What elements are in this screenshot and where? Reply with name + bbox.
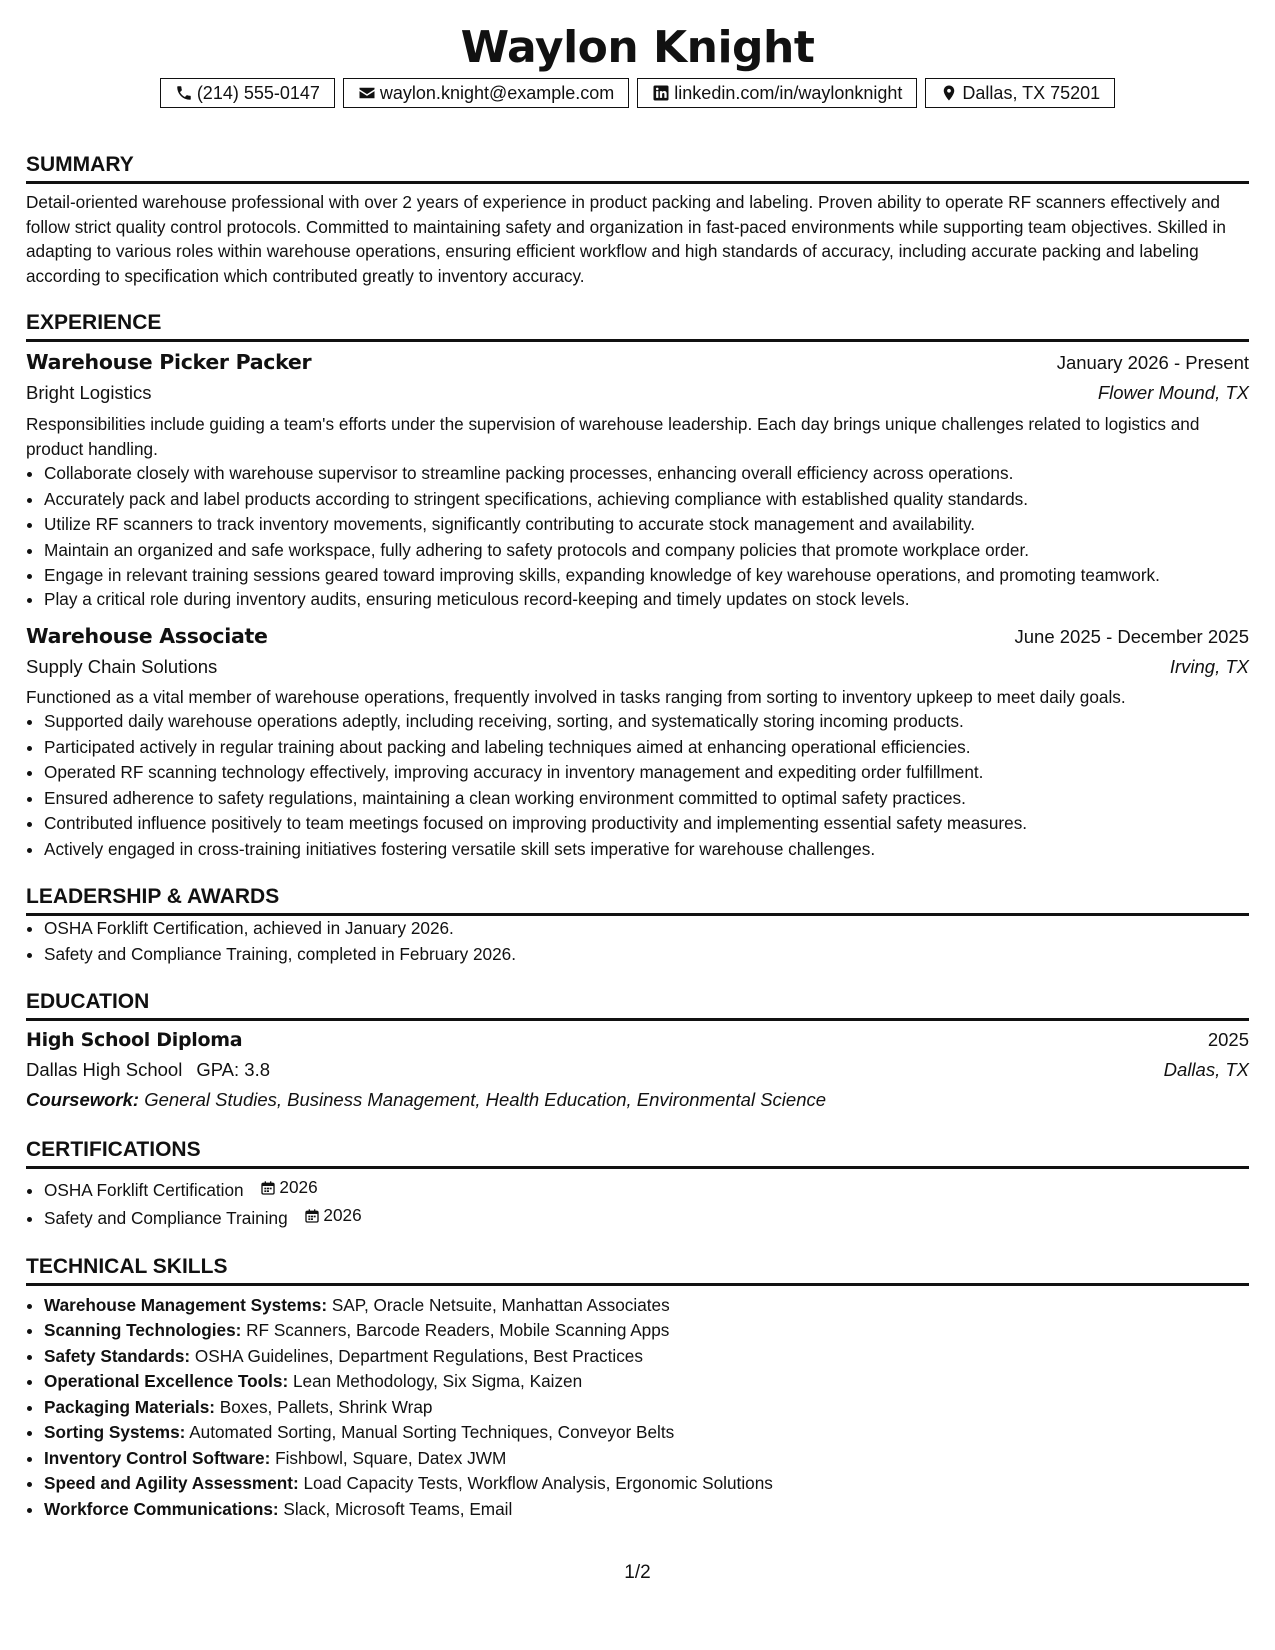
skill-label: Workforce Communications: (44, 1498, 279, 1519)
cert-name: OSHA Forklift Certification (44, 1179, 244, 1200)
skill-label: Scanning Technologies: (44, 1320, 242, 1340)
cert-year: 2026 (323, 1205, 362, 1226)
skill-value: SAP, Oracle Netsuite, Manhattan Associates (331, 1294, 670, 1315)
list-item (44, 1497, 1249, 1523)
contact-bar (26, 78, 1249, 108)
skill-label: Packaging Materials: (44, 1396, 215, 1417)
list-item (44, 1344, 1249, 1370)
gpa-text: GPA: 3.8 (196, 1059, 271, 1080)
skill-value: Slack, Microsoft Teams, Email (283, 1498, 513, 1519)
skill-value: OSHA Guidelines, Department Regulations, Best Practices (194, 1345, 643, 1366)
linkedin-icon (652, 84, 670, 102)
skill-label: Inventory Control Software: (44, 1447, 271, 1468)
job-description: Responsibilities include guiding a team's efforts under the supervision of warehouse leadership. Each day brings unique challenges related to logistics and product handling. (26, 414, 1200, 459)
list-item: • Actively engaged in cross-training initiatives fostering versatile skill sets imperative for warehouse challenges. (44, 837, 1249, 863)
page-number: 1/2 (624, 1562, 651, 1583)
job-company: Bright Logistics (26, 382, 152, 403)
list-item: • Collaborate closely with warehouse supervisor to streamline packing processes, enhancing overall efficiency across operations. (44, 461, 1249, 487)
list-item: • Maintain an organized and safe workspace, fully adhering to safety protocols and company policies that promote workplace order. (44, 538, 1249, 564)
degree-title: High School Diploma (26, 1029, 243, 1051)
contact-email[interactable] (343, 78, 629, 108)
list-item: • Contributed influence positively to team meetings focused on improving productivity and implementing essential safety measures. (44, 811, 1249, 837)
list-item (44, 1203, 1249, 1231)
job-entry (26, 347, 1249, 613)
envelope-icon (358, 84, 376, 102)
skill-value: Load Capacity Tests, Workflow Analysis, Ergonomic Solutions (303, 1473, 773, 1493)
list-item: • Safety and Compliance Training, completed in February 2026. (44, 942, 1249, 968)
job-title: Warehouse Picker Packer (26, 350, 312, 374)
coursework (26, 1085, 1249, 1115)
job-entry (26, 621, 1249, 863)
summary-text: Detail-oriented warehouse professional with over 2 years of experience in product packing and labeling. Proven ability to operate RF scanners effectively and follow strict quality control protocols. Committed to maintaining safety and organization in fast-paced environments while supporting team objectives. Skilled in adapting to various roles within warehouse operations, ensuring efficient workflow and high standards of accuracy, including accurate packing and labeling according to specification which contributed greatly to inventory accuracy. (26, 192, 1226, 286)
experience-heading: EXPERIENCE (26, 310, 1249, 342)
list-item (44, 1369, 1249, 1395)
school-location: Dallas, TX (1163, 1059, 1249, 1080)
list-item (44, 1446, 1249, 1472)
certifications-list (26, 1175, 1249, 1232)
skill-value: RF Scanners, Barcode Readers, Mobile Scanning Apps (246, 1320, 670, 1340)
candidate-name: Waylon Knight (460, 22, 815, 73)
list-item: • Engage in relevant training sessions geared toward improving skills, expanding knowledge of key warehouse operations, and promoting teamwork. (44, 563, 1249, 587)
skills-list (26, 1293, 1249, 1523)
list-item: • Ensured adherence to safety regulations, maintaining a clean working environment committed to optimal safety practices. (44, 786, 1249, 812)
list-item: • Play a critical role during inventory audits, ensuring meticulous record-keeping and timely updates on stock levels. (44, 587, 1249, 613)
list-item: • OSHA Forklift Certification, achieved in January 2026. (44, 916, 1249, 942)
list-item: • Operated RF scanning technology effectively, improving accuracy in inventory management and expediting order fulfillment. (44, 760, 1249, 786)
job-bullets (26, 461, 1249, 613)
list-item: • Supported daily warehouse operations adeptly, including receiving, sorting, and systematically storing incoming products. (44, 709, 1249, 735)
skill-value: Boxes, Pallets, Shrink Wrap (219, 1396, 433, 1417)
skills-heading: TECHNICAL SKILLS (26, 1254, 1249, 1286)
skill-value: Automated Sorting, Manual Sorting Techniques, Conveyor Belts (189, 1422, 675, 1442)
resume-page (26, 22, 1249, 1522)
list-item (44, 1293, 1249, 1319)
cert-name: Safety and Compliance Training (44, 1208, 288, 1228)
list-item (44, 1395, 1249, 1421)
list-item: • Accurately pack and label products according to stringent specifications, achieving compliance with established quality standards. (44, 487, 1249, 513)
job-title: Warehouse Associate (26, 623, 268, 648)
skill-label: Warehouse Management Systems: (44, 1294, 328, 1315)
cert-year: 2026 (279, 1177, 318, 1197)
leadership-heading: LEADERSHIP & AWARDS (26, 884, 1249, 916)
job-dates: June 2025 - December 2025 (1014, 625, 1249, 647)
skill-label: Sorting Systems: (44, 1422, 186, 1442)
job-location: Flower Mound, TX (1097, 382, 1249, 403)
skill-label: Operational Excellence Tools: (44, 1371, 289, 1391)
job-dates: January 2026 - Present (1056, 352, 1249, 373)
linkedin-text: linkedin.com/in/waylonknight (674, 82, 903, 103)
location-text: Dallas, TX 75201 (962, 82, 1101, 103)
list-item (44, 1318, 1249, 1344)
list-item (44, 1420, 1249, 1446)
certifications-heading: CERTIFICATIONS (26, 1137, 1249, 1169)
list-item (44, 1175, 1249, 1203)
skill-value: Fishbowl, Square, Datex JWM (275, 1447, 507, 1468)
education-heading: EDUCATION (26, 989, 1249, 1021)
leadership-list (26, 916, 1249, 967)
map-pin-icon (940, 84, 958, 102)
education-entry (26, 1025, 1249, 1115)
phone-icon (175, 84, 193, 102)
summary-heading: SUMMARY (26, 152, 1249, 184)
contact-location (925, 78, 1115, 108)
phone-text: (214) 555-0147 (196, 82, 320, 103)
skill-label: Safety Standards: (44, 1345, 191, 1366)
job-bullets (26, 709, 1249, 862)
skill-value: Lean Methodology, Six Sigma, Kaizen (292, 1371, 583, 1391)
calendar-icon (260, 1180, 276, 1196)
calendar-icon (304, 1208, 320, 1224)
school-name: Dallas High School (26, 1059, 183, 1080)
skill-label: Speed and Agility Assessment: (44, 1473, 299, 1493)
list-item: • Participated actively in regular training about packing and labeling techniques aimed at enhancing operational efficiencies. (44, 735, 1249, 761)
list-item: • Utilize RF scanners to track inventory movements, significantly contributing to accurate stock management and availability. (44, 512, 1249, 538)
contact-phone[interactable] (160, 78, 335, 108)
job-description: Functioned as a vital member of warehouse operations, frequently involved in tasks ranging from sorting to inventory upkeep to meet daily goals. (26, 686, 1126, 707)
job-company: Supply Chain Solutions (26, 655, 218, 677)
coursework-label: Coursework: (26, 1089, 140, 1110)
list-item (44, 1471, 1249, 1497)
job-location: Irving, TX (1169, 655, 1249, 677)
coursework-text: General Studies, Business Management, Health Education, Environmental Science (144, 1089, 827, 1110)
graduation-year: 2025 (1207, 1029, 1249, 1050)
contact-linkedin[interactable] (637, 78, 917, 108)
email-text: waylon.knight@example.com (379, 82, 615, 103)
